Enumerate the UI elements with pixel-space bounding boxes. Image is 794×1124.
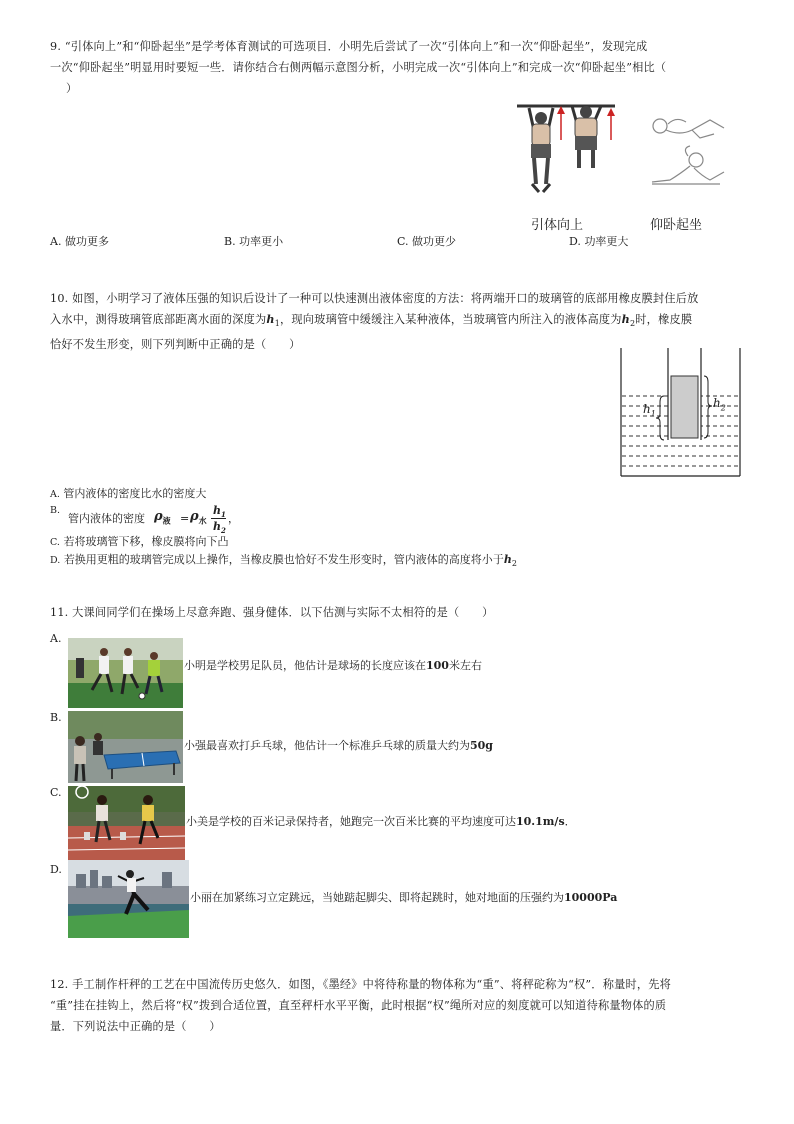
q10-option-c[interactable]: C. 若将玻璃管下移，橡皮膜将向下凸	[50, 535, 229, 548]
formula-rho-water: $\rho_水$	[190, 509, 207, 526]
pullup-caption: 引体向上	[531, 218, 584, 233]
q11-option-b-letter: B.	[50, 711, 62, 724]
q9-number: 9.	[50, 40, 62, 53]
q11-option-a-letter: A.	[50, 632, 62, 645]
formula-denominator: $h_2$	[213, 520, 226, 536]
q9-option-a[interactable]: A. 做功更多	[50, 235, 109, 248]
q10-option-b[interactable]: B. 管内液体的密度 $\rho_液$ = $\rho_水$ $h_1$ $h_2$ ，	[50, 503, 350, 537]
q11-stem: 11. 大课间同学们在操场上尽意奔跑、强身健体．以下估测与实际不太相符的是（ ）	[50, 606, 494, 619]
sprint-photo	[68, 786, 185, 860]
pullup-figure	[515, 100, 620, 200]
q9-option-b[interactable]: B. 功率更小	[224, 235, 284, 248]
q9-option-c[interactable]: C. 做功更少	[397, 235, 457, 248]
q10-option-d[interactable]: D. 若换用更粗的玻璃管完成以上操作，当橡皮膜也恰好不发生形变时，管内液体的高度将小于$h_2$	[50, 553, 517, 569]
formula-rho-liquid: $\rho_液$	[154, 509, 171, 526]
soccer-photo	[68, 638, 183, 708]
q11-option-d[interactable]: 小丽在加紧练习立定跳远，当她踮起脚尖、即将起跳时，她对地面的压强约为10000Pa	[190, 891, 618, 904]
fig-label-h1: $h_1$	[643, 402, 656, 419]
situp-caption: 仰卧起坐	[650, 218, 703, 233]
q11-number: 11.	[50, 606, 69, 619]
table-tennis-photo	[68, 711, 183, 783]
tube-diagram	[618, 346, 744, 480]
q9-option-d[interactable]: D. 功率更大	[569, 235, 629, 248]
formula-numerator: $h_1$	[213, 504, 226, 520]
long-jump-photo	[68, 860, 189, 938]
q12-stem: 12. 手工制作杆秤的工艺在中国流传历史悠久．如图，《墨经》中将待称量的物体称为“重”、将秤砣称为“权”．称量时，先将 “重”挂在挂钩上，然后将“权”拨到合适位置，直至秤杆水平平衡，此时根据“权”绳所对应的刻度就可以知道待称量物体的质 量．下列说法中正确的是（ ）	[50, 978, 672, 1033]
situp-figure	[640, 110, 732, 192]
q11-option-c[interactable]: 小美是学校的百米记录保持者，她跑完一次百米比赛的平均速度可达10.1m/s．	[186, 815, 576, 828]
q11-option-b[interactable]: 小强最喜欢打乒乓球，他估计一个标准乒乓球的质量大约为50g	[184, 739, 493, 752]
fig-label-h2: $h_2$	[713, 396, 726, 413]
q10-stem: 10. 如图，小明学习了液体压强的知识后设计了一种可以快速测出液体密度的方法：将两端开口的玻璃管的底部用橡皮膜封住后放 入水中，测得玻璃管底部距离水面的深度为$h_1$，现向玻璃管中缓缓注入某种液体，当玻璃管内所注入的液体高度为$h_2$时，橡皮膜 恰好不发生形变，则下列判断中正确的是（ ）	[50, 292, 699, 352]
q10-option-a[interactable]: A. 管内液体的密度比水的密度大	[50, 487, 207, 500]
q10-number: 10.	[50, 292, 69, 305]
q9-stem: 9. “引体向上”和“仰卧起坐”是学考体育测试的可选项目．小明先后尝试了一次“引体向上”和一次“仰卧起坐”，发现完成 一次“仰卧起坐”明显用时要短一些．请你结合右侧两幅示意图分析，小明完成一次“引体向上”和完成一次“仰卧起坐”相比（ ）	[50, 40, 667, 95]
q11-option-a[interactable]: 小明是学校男足队员，他估计是球场的长度应该在100米左右	[184, 659, 482, 672]
q11-option-d-letter: D.	[50, 863, 62, 876]
q12-number: 12.	[50, 978, 69, 991]
q11-option-c-letter: C.	[50, 786, 62, 799]
